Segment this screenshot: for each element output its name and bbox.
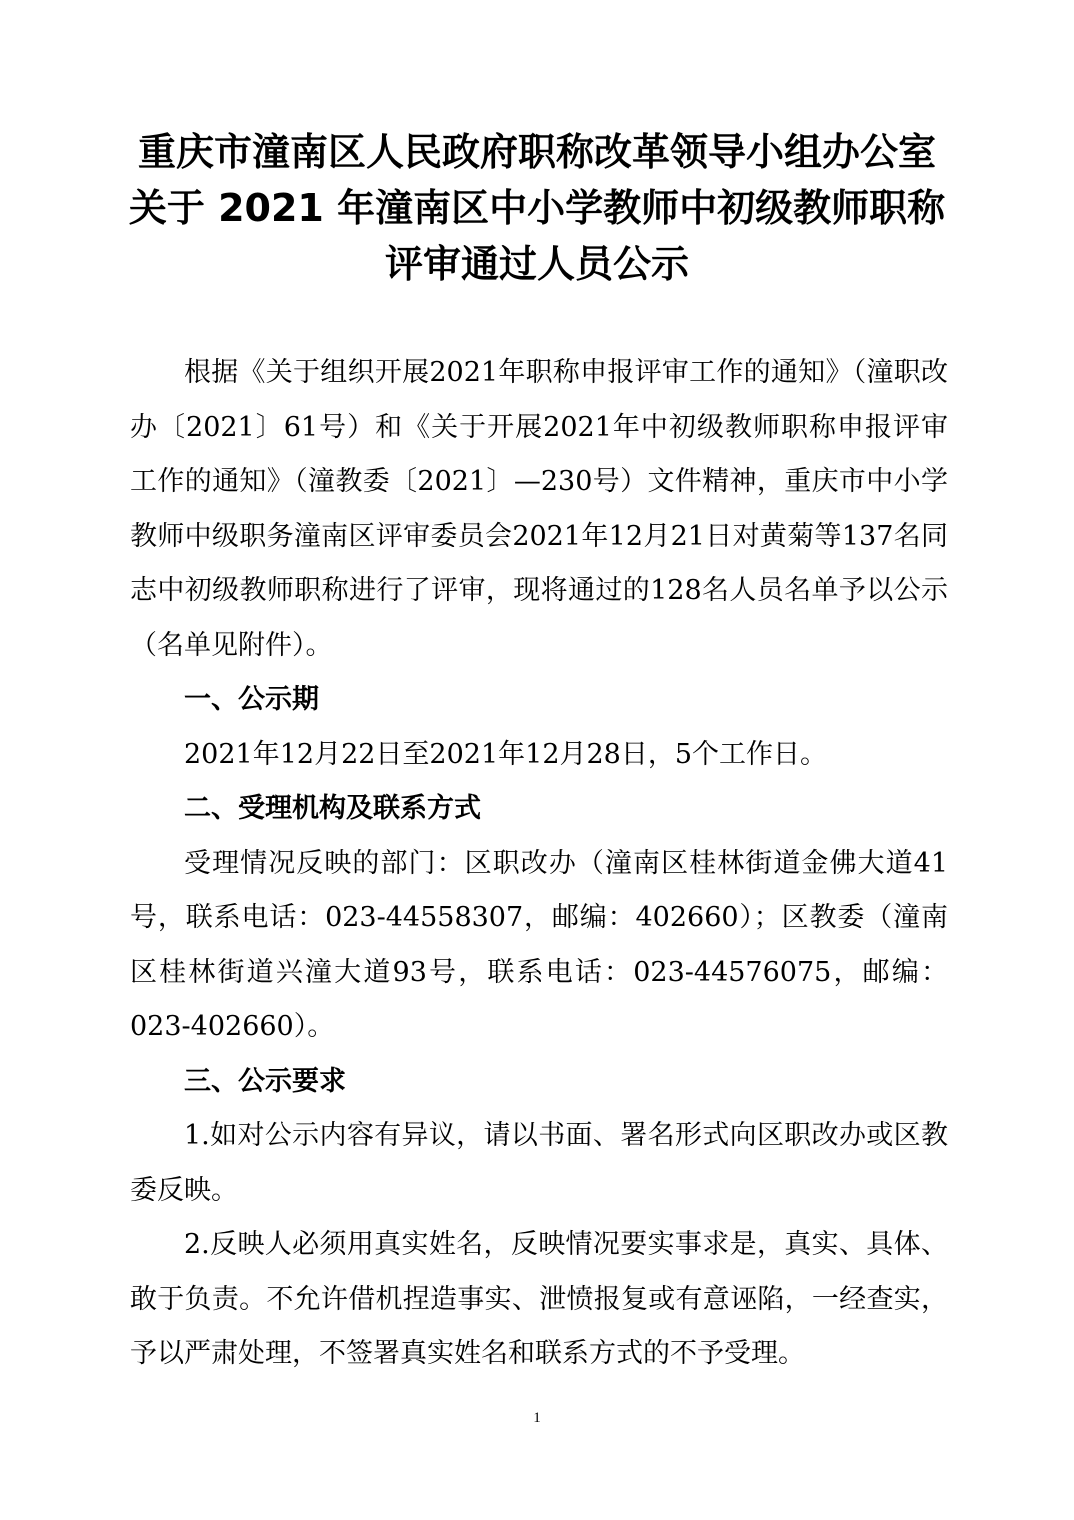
page-number: 1 (533, 1410, 541, 1426)
contact-text: 受理情况反映的部门：区职改办（潼南区桂林街道金佛大道41号，联系电话：023-44558307，邮编：402660）；区教委（潼南区桂林街道兴潼大道93号，联系电话：023-44576075，邮编：023-402660）。 (130, 847, 948, 1042)
publicity-period-text: 2021年12月22日至2021年12月28日，5个工作日。 (184, 738, 828, 770)
title-line-3: 评审通过人员公示 (384, 242, 689, 286)
document-title (125, 124, 949, 292)
intro-paragraph: 根据《关于组织开展2021年职称申报评审工作的通知》（潼职改办〔2021〕61号）和《关于开展2021年中初级教师职称申报评审工作的通知》（潼教委〔2021〕—230号）文件精神，重庆市中小学教师中级职务潼南区评审委员会2021年12月21日对黄菊等137名同志中初级教师职称进行了评审，现将通过的128名人员名单予以公示（名单见附件）。 (130, 357, 948, 661)
section-heading-requirements: 三、公示要求 (184, 1065, 346, 1097)
section-heading-publicity-period: 一、公示期 (184, 684, 319, 715)
requirement-item-2: 2.反映人必须用真实姓名，反映情况要实事求是，真实、具体、敢于负责。不允许借机捏造事实、泄愤报复或有意诬陷，一经查实，予以严肃处理，不签署真实姓名和联系方式的不予受理。 (130, 1229, 948, 1369)
section-heading-contact: 二、受理机构及联系方式 (184, 793, 481, 824)
title-line-1: 重庆市潼南区人民政府职称改革领导小组办公室 (137, 130, 936, 174)
title-line-2: 关于 2021 年潼南区中小学教师中初级教师职称 (128, 186, 946, 230)
document-body (130, 346, 948, 1382)
requirement-item-1: 1.如对公示内容有异议，请以书面、署名形式向区职改办或区教委反映。 (130, 1120, 948, 1206)
